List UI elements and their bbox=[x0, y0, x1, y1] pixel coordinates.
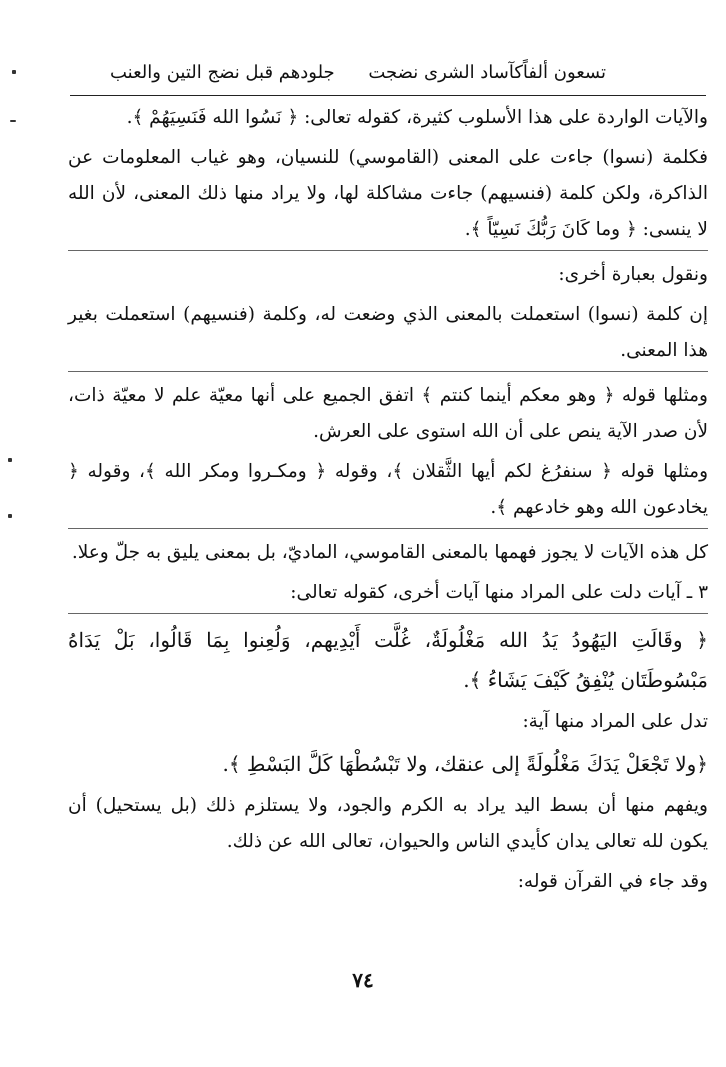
paragraph-4: إن كلمة (نسوا) استعملت بالمعنى الذي وضعت له، وكلمة (فنسيهم) استعملت بغير هذا المعنى. bbox=[68, 297, 708, 372]
header-left-title: جلودهم قبل نضج التين والعنب bbox=[110, 62, 335, 83]
paragraph-7: كل هذه الآيات لا يجوز فهمها بالمعنى القاموسي، الماديّ، بل بمعنى يليق به جلّ وعلا. bbox=[71, 542, 708, 563]
margin-dot bbox=[12, 70, 16, 74]
header-right-title: تسعون ألفاًكآساد الشرى نضجت bbox=[368, 62, 606, 83]
paragraph-6: ومثلها قوله ﴿ سنفرُغ لكم أيها الثَّقلان ﴾، وقوله ﴿ ومكـروا ومكر الله ﴾، وقوله ﴿ يخادعون الله وهو خادعهم ﴾. bbox=[68, 454, 708, 529]
margin-dash bbox=[10, 120, 16, 122]
running-header bbox=[110, 58, 606, 88]
page-number: ٧٤ bbox=[352, 968, 374, 992]
verse-quote-2: ﴿ولا تَجْعَلْ يَدَكَ مَغْلُولَةً إلى عنقك، ولا تَبْسُطْهَا كَلَّ البَسْطِ ﴾. bbox=[222, 752, 708, 776]
paragraph-13: وقد جاء في القرآن قوله: bbox=[517, 871, 708, 892]
margin-dot bbox=[8, 514, 12, 518]
paragraph-1: والآيات الواردة على هذا الأسلوب كثيرة، كقوله تعالى: ﴿ نَسُوا الله فَنَسِيَهُمْ ﴾. bbox=[126, 107, 708, 128]
paragraph-12: ويفهم منها أن بسط اليد يراد به الكرم والجود، ولا يستلزم ذلك (بل يستحيل) أن يكون لله تعالى يدان كأيدي الناس والحيوان، تعالى الله عن ذلك. bbox=[68, 795, 708, 852]
paragraph-5: ومثلها قوله ﴿ وهو معكم أينما كنتم ﴾ اتفق الجميع على أنها معيّة علم لا معيّة ذات، لأن صدر الآية ينص على أن الله استوى على العرش. bbox=[68, 385, 708, 442]
paragraph-2: فكلمة (نسوا) جاءت على المعنى (القاموسي) للنسيان، وهو غياب المعلومات عن الذاكرة، ولكن كلمة (فنسيهم) جاءت مشاكلة لها، ولا يراد منها ذلك المعنى، لأن الله لا ينسى: ﴿ وما كَانَ رَبُّكَ نَسِيّاً ﴾. bbox=[68, 140, 708, 251]
verse-quote-1: ﴿ وقَالَتِ اليَهُودُ يَدُ الله مَغْلُولَةٌ، غُلَّت أَيْدِيهم، وَلُعِنوا بِمَا قَالُوا، بَلْ يَدَاهُ مَبْسُوطَتَان يُنْفِقُ كَيْفَ يَشَاءُ ﴾. bbox=[68, 628, 708, 692]
paragraph-10: تدل على المراد منها آية: bbox=[522, 711, 708, 732]
paragraph-8: ٣ ـ آيات دلت على المراد منها آيات أخرى، كقوله تعالى: bbox=[68, 575, 708, 614]
header-rule bbox=[70, 95, 706, 96]
paragraph-3: ونقول بعبارة أخرى: bbox=[558, 264, 708, 285]
margin-dot bbox=[8, 458, 12, 462]
body-text bbox=[68, 100, 708, 904]
